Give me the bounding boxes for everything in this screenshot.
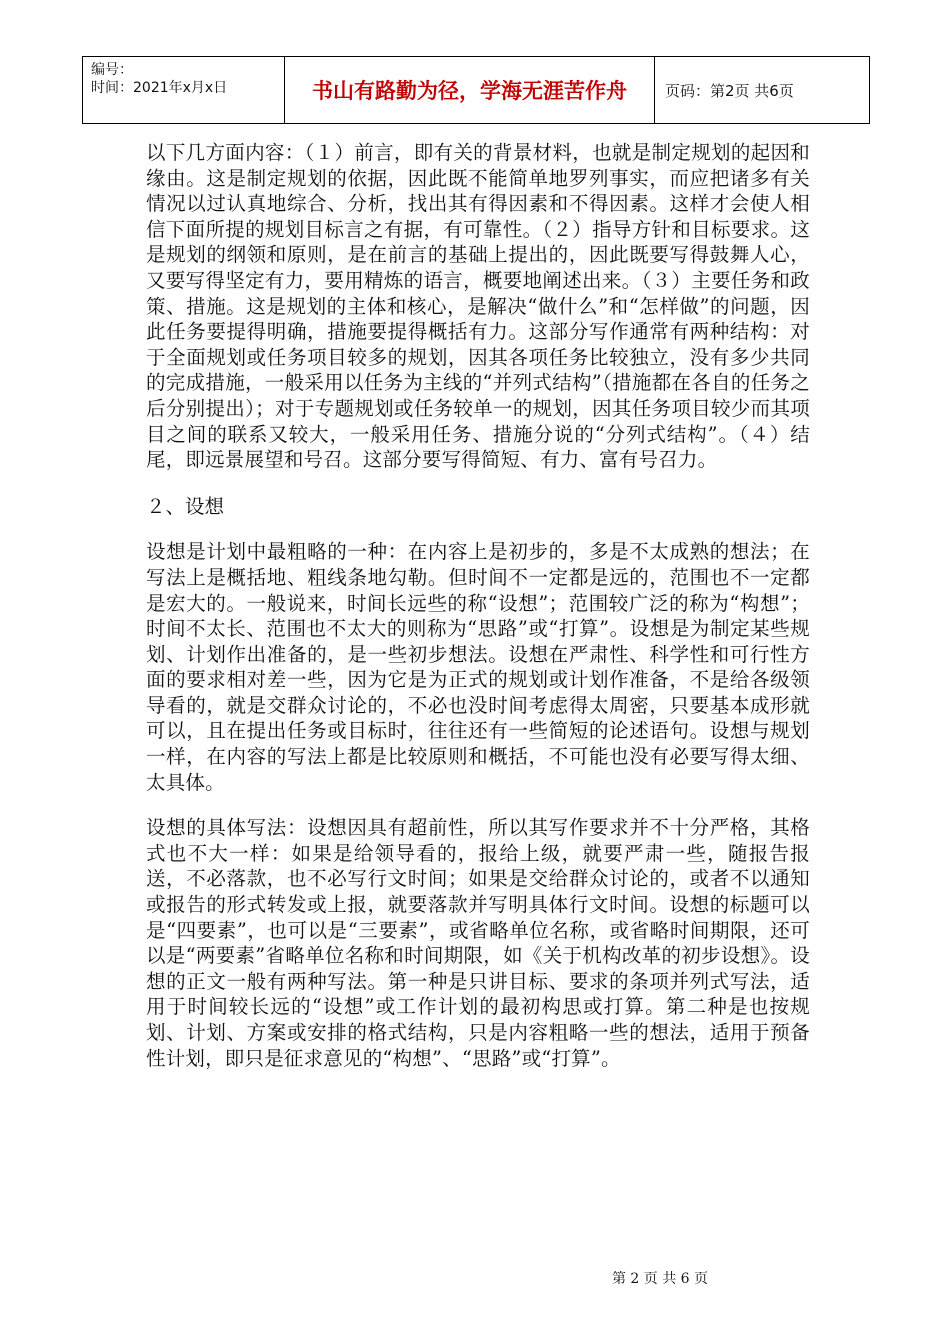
header-page-info: 页码：第2页 共6页: [665, 81, 794, 100]
footer-page-number: 第 2 页 共 6 页: [611, 1271, 709, 1287]
body-paragraph-3: 设想的具体写法：设想因具有超前性，所以其写作要求并不十分严格，其格式也不大一样：如果是给领导看的，报给上级，就要严肃一些，随报告报送，不必落款，也不必写行文时间；如果是交给群众讨论的，或者不以通知或报告的形式转发或上报，就要落款并写明具体行文时间。设想的标题可以是“四要素”，也可以是“三要素”，或省略单位名称，或省略时间期限，还可以是“两要素”省略单位名称和时间期限，如《关于机构改革的初步设想》。设想的正文一般有两种写法。第一种是只讲目标、要求的条项并列式写法，适用于时间较长远的“设想”或工作计划的最初构思或打算。第二种是也按规划、计划、方案或安排的格式结构，只是内容粗略一些的想法，适用于预备性计划，即只是征求意见的“构想”、“思路”或“打算”。: [146, 816, 810, 1070]
body-paragraph-2: 设想是计划中最粗略的一种：在内容上是初步的，多是不太成熟的想法；在写法上是概括地、粗线条地勾勒。但时间不一定都是远的，范围也不一定都是宏大的。一般说来，时间长远些的称“设想”；范围较广泛的称为“构想”；时间不太长、范围也不太大的则称为“思路”或“打算”。设想是为制定某些规划、计划作出准备的，是一些初步想法。设想在严肃性、科学性和可行性方面的要求相对差一些，因为它是为正式的规划或计划作准备，不是给各级领导看的，就是交群众讨论的，不必也没时间考虑得太周密，只要基本成形就可以，且在提出任务或目标时，往往还有一些简短的论述语句。设想与规划一样，在内容的写法上都是比较原则和概括，不可能也没有必要写得太细、太具体。: [146, 540, 810, 794]
page-footer: [0, 1268, 950, 1288]
document-number-label: 编号：: [91, 62, 133, 78]
document-time-label: 时间：2021年x月x日: [91, 80, 228, 96]
header-meta: [83, 57, 285, 123]
section-heading: ２、设想: [146, 494, 225, 518]
header-motto: 书山有路勤为径，学海无涯苦作舟: [285, 57, 655, 123]
document-body: [146, 140, 810, 1071]
body-paragraph-1: 以下几方面内容：（１）前言，即有关的背景材料，也就是制定规划的起因和缘由。这是制定规划的依据，因此既不能简单地罗列事实，而应把诸多有关情况以过认真地综合、分析，找出其有得因素和不得因素。这样才会使人相信下面所提的规划目标言之有据，有可靠性。（２）指导方针和目标要求。这是规划的纲领和原则，是在前言的基础上提出的，因此既要写得鼓舞人心，又要写得坚定有力，要用精炼的语言，概要地阐述出来。（３）主要任务和政策、措施。这是规划的主体和核心，是解决“做什么”和“怎样做”的问题，因此任务要提得明确，措施要提得概括有力。这部分写作通常有两种结构：对于全面规划或任务项目较多的规划，因其各项任务比较独立，没有多少共同的完成措施，一般采用以任务为主线的“并列式结构”（措施都在各自的任务之后分别提出）；对于专题规划或任务较单一的规划，因其任务项目较少而其项目之间的联系又较大，一般采用任务、措施分说的“分列式结构”。（４）结尾，即远景展望和号召。这部分要写得简短、有力、富有号召力。: [146, 141, 810, 472]
page-header: [82, 56, 870, 124]
